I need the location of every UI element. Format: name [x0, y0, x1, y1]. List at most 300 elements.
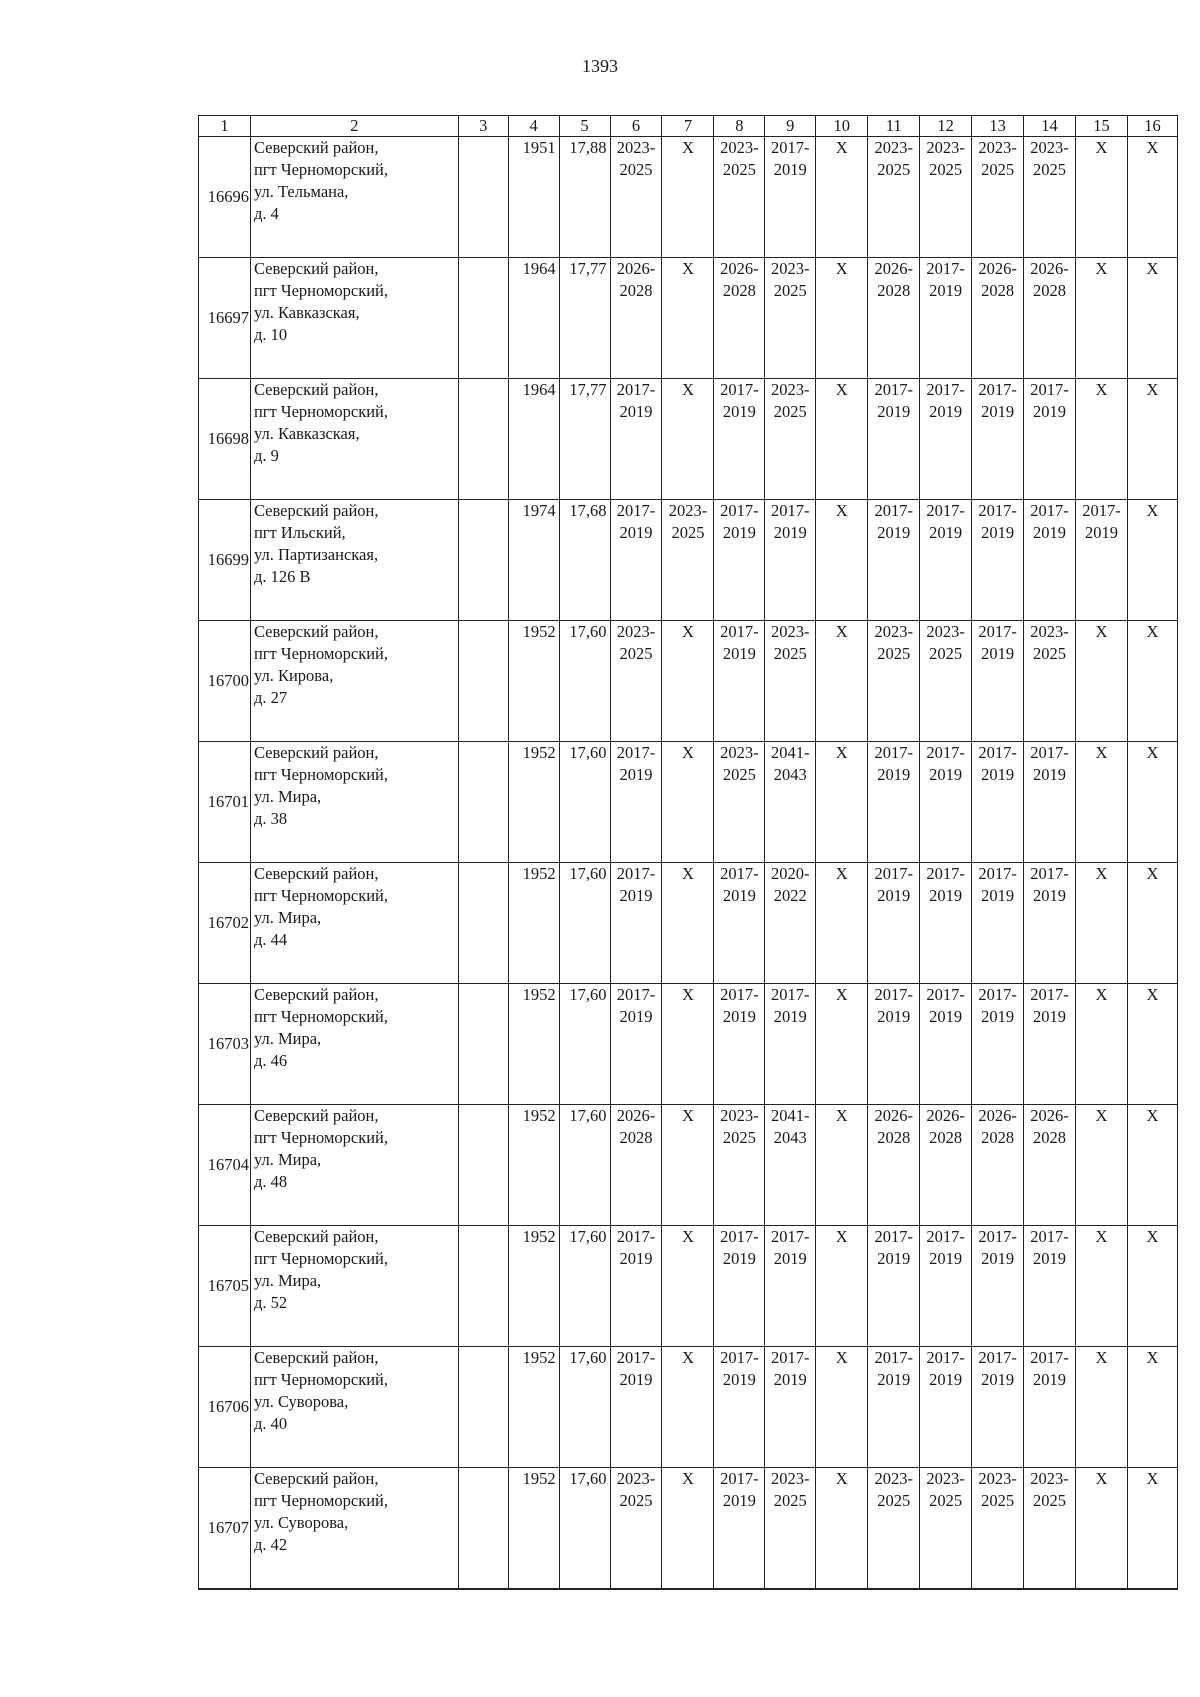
period-start: 2017-: [874, 985, 913, 1004]
period-cell-6: [610, 379, 662, 500]
period-start: 2026-: [1030, 1106, 1069, 1125]
period-start: 2017-: [720, 380, 759, 399]
value-cell: 17,60: [559, 742, 610, 863]
period-end: 2019: [722, 644, 756, 663]
year-cell: 1952: [508, 742, 559, 863]
period-end: 2019: [619, 1249, 653, 1268]
address-line: Северский район,: [253, 985, 379, 1004]
column-3-cell: [458, 621, 508, 742]
period-end: 2019: [929, 1007, 963, 1026]
period-cell-11: [868, 863, 920, 984]
address-line: Северский район,: [253, 380, 379, 399]
period-end: 2019: [877, 1370, 911, 1389]
period-start: 2017-: [1030, 380, 1069, 399]
address-line: ул. Мира,: [253, 1029, 322, 1048]
period-end: 2019: [722, 1249, 756, 1268]
period-start: 2017-: [926, 380, 965, 399]
address-line: Северский район,: [253, 622, 379, 641]
period-cell-16: X: [1127, 500, 1177, 621]
period-cell-12: [920, 1226, 972, 1347]
period-cell-10: X: [816, 1347, 868, 1468]
period-cell-10: X: [816, 500, 868, 621]
period-end: 2019: [773, 523, 807, 542]
period-start: 2017-: [926, 501, 965, 520]
period-start: 2023-: [874, 138, 913, 157]
year-cell: 1974: [508, 500, 559, 621]
period-start: 2023-: [668, 501, 708, 520]
period-end: 2028: [981, 281, 1015, 300]
period-cell-7: X: [662, 1105, 714, 1226]
table-row: [199, 621, 1178, 742]
year-cell: 1952: [508, 863, 559, 984]
period-start: 2020-: [771, 864, 810, 883]
period-cell-11: [868, 258, 920, 379]
period-end: 2028: [619, 1128, 653, 1147]
period-cell-7: X: [662, 984, 714, 1105]
table-row: [199, 1347, 1178, 1468]
period-cell-16: X: [1127, 621, 1177, 742]
period-cell-13: [972, 1347, 1024, 1468]
address-line: пгт Черноморский,: [253, 1249, 389, 1268]
table-row: [199, 137, 1178, 258]
period-start: 2017-: [720, 864, 759, 883]
address-cell: [250, 1226, 458, 1347]
period-start: 2017-: [1030, 1227, 1069, 1246]
row-id-cell: 16705: [199, 1226, 251, 1347]
period-start: 2017-: [978, 501, 1017, 520]
period-end: 2025: [929, 160, 963, 179]
period-cell-9: [765, 863, 816, 984]
period-start: 2017-: [720, 1227, 759, 1246]
period-end: 2043: [773, 1128, 807, 1147]
period-start: 2041-: [771, 1106, 810, 1125]
period-cell-13: [972, 137, 1024, 258]
column-3-cell: [458, 1347, 508, 1468]
period-end: 2025: [619, 1491, 653, 1510]
period-cell-7: X: [662, 1468, 714, 1589]
period-cell-13: [972, 984, 1024, 1105]
period-cell-13: [972, 379, 1024, 500]
table-row: [199, 1468, 1178, 1589]
period-cell-8: [714, 379, 765, 500]
row-id-cell: 16702: [199, 863, 251, 984]
address-line: д. 46: [253, 1051, 288, 1070]
period-cell-14: [1024, 1226, 1076, 1347]
period-start: 2017-: [720, 1348, 759, 1367]
period-end: 2043: [773, 765, 807, 784]
period-end: 2028: [722, 281, 756, 300]
period-start: 2017-: [771, 138, 810, 157]
period-start: 2023-: [1030, 138, 1069, 157]
period-cell-14: [1024, 379, 1076, 500]
address-line: ул. Суворова,: [253, 1392, 349, 1411]
period-cell-14: [1024, 1105, 1076, 1226]
period-cell-16: X: [1127, 137, 1177, 258]
column-3-cell: [458, 863, 508, 984]
period-cell-15: X: [1076, 984, 1128, 1105]
period-end: 2028: [619, 281, 653, 300]
period-cell-9: [765, 379, 816, 500]
period-end: 2019: [929, 886, 963, 905]
period-cell-12: [920, 379, 972, 500]
period-end: 2019: [722, 1370, 756, 1389]
column-header: 10: [816, 116, 868, 137]
period-cell-11: [868, 742, 920, 863]
period-start: 2017-: [616, 864, 656, 883]
row-id-cell: 16703: [199, 984, 251, 1105]
address-line: д. 9: [253, 446, 279, 465]
period-end: 2019: [619, 402, 653, 421]
period-cell-14: [1024, 863, 1076, 984]
period-start: 2017-: [771, 1227, 810, 1246]
period-end: 2019: [981, 523, 1015, 542]
period-end: 2019: [981, 402, 1015, 421]
address-cell: [250, 137, 458, 258]
address-line: д. 42: [253, 1535, 288, 1554]
period-start: 2017-: [720, 985, 759, 1004]
period-cell-14: [1024, 500, 1076, 621]
period-start: 2023-: [1030, 1469, 1069, 1488]
year-cell: 1952: [508, 984, 559, 1105]
row-id-cell: 16701: [199, 742, 251, 863]
period-cell-14: [1024, 984, 1076, 1105]
address-line: д. 126 В: [253, 567, 311, 586]
period-end: 2019: [929, 765, 963, 784]
address-line: ул. Кирова,: [253, 666, 334, 685]
period-cell-10: X: [816, 1226, 868, 1347]
period-cell-8: [714, 500, 765, 621]
row-id-cell: 16697: [199, 258, 251, 379]
period-start: 2017-: [1082, 501, 1121, 520]
period-start: 2017-: [978, 985, 1017, 1004]
address-cell: [250, 1347, 458, 1468]
housing-table: [198, 115, 1178, 1590]
period-start: 2017-: [771, 985, 810, 1004]
address-line: пгт Черноморский,: [253, 402, 389, 421]
address-line: пгт Черноморский,: [253, 1007, 389, 1026]
period-cell-10: X: [816, 1468, 868, 1589]
address-line: ул. Мира,: [253, 1150, 322, 1169]
period-cell-13: [972, 742, 1024, 863]
row-id-cell: 16698: [199, 379, 251, 500]
column-header: 15: [1076, 116, 1128, 137]
address-cell: [250, 258, 458, 379]
column-3-cell: [458, 1468, 508, 1589]
period-cell-10: X: [816, 742, 868, 863]
period-cell-11: [868, 379, 920, 500]
period-start: 2017-: [616, 1227, 656, 1246]
period-end: 2019: [722, 523, 756, 542]
table-row: [199, 500, 1178, 621]
period-end: 2019: [877, 765, 911, 784]
period-end: 2019: [1033, 1249, 1067, 1268]
period-start: 2026-: [1030, 259, 1069, 278]
period-cell-7: X: [662, 742, 714, 863]
period-cell-14: [1024, 258, 1076, 379]
period-end: 2019: [929, 1370, 963, 1389]
row-id-cell: 16699: [199, 500, 251, 621]
address-line: Северский район,: [253, 259, 379, 278]
period-start: 2017-: [616, 501, 656, 520]
period-cell-15: X: [1076, 1105, 1128, 1226]
row-id-cell: 16704: [199, 1105, 251, 1226]
address-line: пгт Ильский,: [253, 523, 346, 542]
period-end: 2019: [877, 523, 911, 542]
address-line: пгт Черноморский,: [253, 1370, 389, 1389]
period-start: 2023-: [720, 743, 759, 762]
value-cell: 17,60: [559, 1226, 610, 1347]
period-start: 2017-: [874, 1348, 913, 1367]
period-cell-9: [765, 621, 816, 742]
period-cell-12: [920, 137, 972, 258]
address-cell: [250, 379, 458, 500]
period-end: 2019: [929, 523, 963, 542]
period-end: 2025: [619, 644, 653, 663]
period-cell-8: [714, 258, 765, 379]
period-start: 2017-: [1030, 1348, 1069, 1367]
period-cell-16: X: [1127, 379, 1177, 500]
period-start: 2026-: [616, 1106, 656, 1125]
row-id-cell: 16696: [199, 137, 251, 258]
column-3-cell: [458, 984, 508, 1105]
period-end: 2019: [619, 1370, 653, 1389]
period-cell-12: [920, 1468, 972, 1589]
period-start: 2017-: [978, 743, 1017, 762]
period-cell-8: [714, 1105, 765, 1226]
period-end: 2025: [1033, 160, 1067, 179]
period-end: 2019: [773, 1249, 807, 1268]
address-line: д. 44: [253, 930, 288, 949]
period-cell-7: X: [662, 863, 714, 984]
address-line: Северский район,: [253, 864, 379, 883]
year-cell: 1951: [508, 137, 559, 258]
period-start: 2026-: [926, 1106, 965, 1125]
period-cell-16: X: [1127, 863, 1177, 984]
address-cell: [250, 500, 458, 621]
address-line: ул. Мира,: [253, 1271, 322, 1290]
address-line: ул. Мира,: [253, 787, 322, 806]
period-cell-6: [610, 500, 662, 621]
period-cell-8: [714, 742, 765, 863]
period-start: 2017-: [616, 1348, 656, 1367]
year-cell: 1964: [508, 379, 559, 500]
column-3-cell: [458, 742, 508, 863]
period-cell-11: [868, 621, 920, 742]
period-cell-10: X: [816, 1105, 868, 1226]
period-end: 2019: [981, 1007, 1015, 1026]
column-header: 1: [199, 116, 251, 137]
period-end: 2019: [981, 644, 1015, 663]
period-cell-16: X: [1127, 1226, 1177, 1347]
period-cell-9: [765, 1226, 816, 1347]
period-cell-8: [714, 984, 765, 1105]
period-start: 2026-: [978, 259, 1017, 278]
period-cell-7: X: [662, 1347, 714, 1468]
period-cell-6: [610, 1105, 662, 1226]
period-cell-7: X: [662, 258, 714, 379]
period-start: 2026-: [874, 1106, 913, 1125]
period-start: 2023-: [874, 622, 913, 641]
period-end: 2028: [877, 1128, 911, 1147]
period-cell-12: [920, 742, 972, 863]
year-cell: 1952: [508, 1105, 559, 1226]
column-header: 3: [458, 116, 508, 137]
period-end: 2019: [981, 1249, 1015, 1268]
period-cell-8: [714, 1468, 765, 1589]
period-cell-9: [765, 1347, 816, 1468]
period-start: 2023-: [1030, 622, 1069, 641]
period-start: 2017-: [926, 743, 965, 762]
period-cell-13: [972, 1468, 1024, 1589]
period-end: 2019: [1033, 1370, 1067, 1389]
period-end: 2019: [981, 1370, 1015, 1389]
address-line: ул. Мира,: [253, 908, 322, 927]
period-start: 2017-: [720, 1469, 759, 1488]
period-start: 2017-: [616, 985, 656, 1004]
address-cell: [250, 1105, 458, 1226]
period-end: 2025: [981, 1491, 1015, 1510]
page-number: 1393: [582, 56, 618, 76]
period-end: 2019: [1085, 523, 1118, 542]
period-cell-12: [920, 1347, 972, 1468]
period-cell-15: [1076, 500, 1128, 621]
period-cell-14: [1024, 742, 1076, 863]
period-end: 2019: [1033, 402, 1067, 421]
period-start: 2026-: [720, 259, 759, 278]
period-cell-9: [765, 137, 816, 258]
period-cell-8: [714, 621, 765, 742]
period-cell-7: X: [662, 621, 714, 742]
period-end: 2028: [1033, 281, 1067, 300]
period-end: 2028: [981, 1128, 1015, 1147]
address-line: пгт Черноморский,: [253, 1491, 389, 1510]
period-cell-9: [765, 500, 816, 621]
column-3-cell: [458, 1105, 508, 1226]
column-header: 11: [868, 116, 920, 137]
address-line: ул. Кавказская,: [253, 303, 360, 322]
period-end: 2025: [877, 160, 911, 179]
period-end: 2019: [877, 1249, 911, 1268]
period-end: 2025: [773, 644, 807, 663]
period-start: 2017-: [926, 864, 965, 883]
period-cell-7: X: [662, 1226, 714, 1347]
period-cell-6: [610, 1347, 662, 1468]
period-cell-11: [868, 1468, 920, 1589]
address-line: д. 38: [253, 809, 288, 828]
column-3-cell: [458, 379, 508, 500]
period-start: 2017-: [771, 501, 810, 520]
period-start: 2023-: [978, 138, 1017, 157]
period-start: 2017-: [874, 864, 913, 883]
period-start: 2041-: [771, 743, 810, 762]
period-cell-8: [714, 137, 765, 258]
period-end: 2025: [877, 1491, 911, 1510]
period-end: 2025: [722, 160, 756, 179]
period-start: 2017-: [720, 622, 759, 641]
period-cell-11: [868, 500, 920, 621]
period-start: 2017-: [1030, 743, 1069, 762]
table-row: [199, 379, 1178, 500]
period-end: 2019: [773, 160, 807, 179]
period-cell-13: [972, 500, 1024, 621]
period-end: 2022: [773, 886, 807, 905]
period-end: 2028: [877, 281, 911, 300]
period-start: 2017-: [874, 743, 913, 762]
table-row: [199, 1105, 1178, 1226]
period-cell-8: [714, 863, 765, 984]
column-header: 14: [1024, 116, 1076, 137]
period-cell-6: [610, 984, 662, 1105]
period-start: 2023-: [616, 622, 656, 641]
period-cell-6: [610, 258, 662, 379]
address-cell: [250, 1468, 458, 1589]
period-start: 2017-: [978, 622, 1017, 641]
column-header: 6: [610, 116, 662, 137]
year-cell: 1952: [508, 1226, 559, 1347]
address-line: пгт Черноморский,: [253, 1128, 389, 1147]
period-start: 2017-: [616, 380, 656, 399]
row-id-cell: 16707: [199, 1468, 251, 1589]
address-line: ул. Партизанская,: [253, 545, 379, 564]
period-cell-16: X: [1127, 984, 1177, 1105]
column-header: 13: [972, 116, 1024, 137]
address-line: пгт Черноморский,: [253, 644, 389, 663]
address-line: Северский район,: [253, 501, 379, 520]
period-cell-12: [920, 1105, 972, 1226]
period-cell-7: X: [662, 379, 714, 500]
period-start: 2017-: [978, 864, 1017, 883]
period-start: 2026-: [874, 259, 913, 278]
period-cell-15: X: [1076, 379, 1128, 500]
address-line: д. 27: [253, 688, 288, 707]
period-end: 2019: [619, 765, 653, 784]
period-start: 2026-: [978, 1106, 1017, 1125]
period-end: 2019: [929, 1249, 963, 1268]
period-end: 2019: [877, 1007, 911, 1026]
period-end: 2025: [1033, 1491, 1067, 1510]
value-cell: 17,77: [559, 379, 610, 500]
column-header: 7: [662, 116, 714, 137]
period-cell-12: [920, 621, 972, 742]
period-start: 2023-: [616, 138, 656, 157]
period-end: 2025: [981, 160, 1015, 179]
table-row: [199, 1226, 1178, 1347]
period-end: 2019: [877, 402, 911, 421]
period-cell-9: [765, 984, 816, 1105]
period-cell-13: [972, 863, 1024, 984]
period-end: 2019: [1033, 1007, 1067, 1026]
period-start: 2017-: [926, 259, 965, 278]
address-line: пгт Черноморский,: [253, 160, 389, 179]
period-end: 2019: [929, 402, 963, 421]
period-cell-10: X: [816, 984, 868, 1105]
period-start: 2017-: [978, 1348, 1017, 1367]
period-end: 2025: [773, 1491, 807, 1510]
period-start: 2017-: [926, 985, 965, 1004]
period-cell-7: X: [662, 137, 714, 258]
year-cell: 1964: [508, 258, 559, 379]
period-cell-9: [765, 258, 816, 379]
column-header: 2: [250, 116, 458, 137]
column-header: 4: [508, 116, 559, 137]
period-cell-6: [610, 1226, 662, 1347]
period-start: 2023-: [720, 138, 759, 157]
table-row: [199, 258, 1178, 379]
period-start: 2017-: [1030, 501, 1069, 520]
period-cell-16: X: [1127, 1347, 1177, 1468]
period-cell-14: [1024, 137, 1076, 258]
period-cell-10: X: [816, 863, 868, 984]
